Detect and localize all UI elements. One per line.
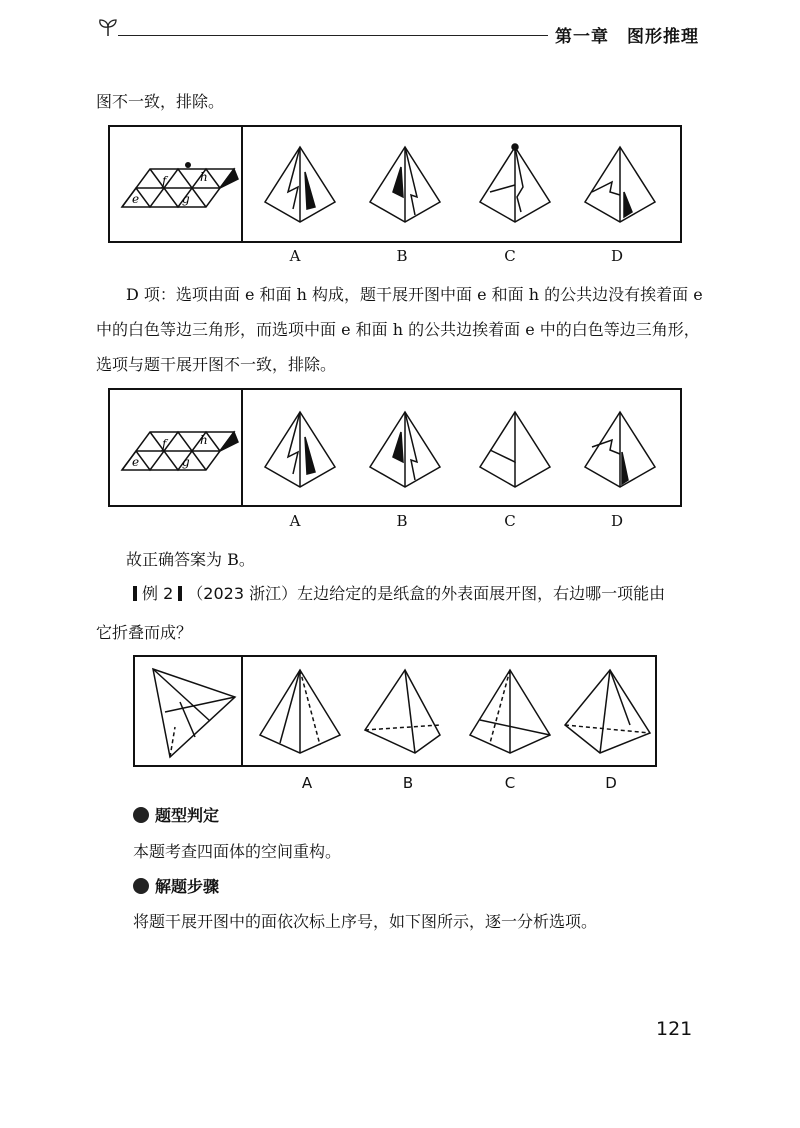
- fig3-option-a: A: [301, 774, 313, 792]
- face-label-g: g: [182, 192, 190, 206]
- face-label-f: f: [162, 174, 167, 188]
- header-rule: [118, 35, 548, 36]
- compass-icon: [133, 878, 149, 894]
- section-title: 题型判定: [155, 806, 220, 825]
- fig2-option-d: D: [610, 512, 624, 530]
- fig2-option-c: C: [504, 512, 516, 530]
- figure-2: [108, 388, 682, 507]
- fig1-option-d: D: [610, 247, 624, 265]
- figure-3: [133, 655, 657, 767]
- face-label-h: h: [200, 170, 208, 184]
- example-text: （2023 浙江）左边给定的是纸盒的外表面展开图，右边哪一项能由: [187, 584, 666, 603]
- fig1-option-b: B: [396, 247, 408, 265]
- fig3-option-b: B: [402, 774, 414, 792]
- text-line: 中的白色等边三角形，而选项中面 e 和面 h 的公共边挨着面 e 中的白色等边三角形，: [96, 320, 700, 339]
- face-label-h: h: [200, 433, 208, 447]
- example-2-heading: [128, 582, 665, 606]
- face-label-f: f: [162, 437, 167, 451]
- text-line: 选项与题干展开图不一致，排除。: [96, 355, 337, 374]
- fig3-option-c: C: [504, 774, 516, 792]
- example-tag: 例 2: [142, 584, 174, 603]
- face-label-e: e: [132, 192, 140, 206]
- section-heading-steps: [133, 875, 219, 899]
- fig1-option-c: C: [504, 247, 516, 265]
- fig1-option-a: A: [289, 247, 301, 265]
- section-title: 解题步骤: [155, 877, 220, 896]
- section-heading-type: [133, 804, 219, 828]
- text-line: D 项：选项由面 e 和面 h 构成，题干展开图中面 e 和面 h 的公共边没有挨着面 e: [126, 285, 703, 304]
- face-label-e: e: [132, 455, 140, 469]
- sprout-icon: [96, 16, 120, 38]
- text-line: 它折叠而成？: [96, 623, 193, 642]
- bracket-marker: [178, 586, 182, 601]
- text-line: 本题考查四面体的空间重构。: [133, 842, 342, 861]
- fig2-option-a: A: [289, 512, 301, 530]
- gear-icon: [133, 807, 149, 823]
- page-number: 121: [656, 1018, 693, 1040]
- figure-1: [108, 125, 682, 243]
- chapter-title: 第一章 图形推理: [555, 27, 699, 47]
- fig2-option-b: B: [396, 512, 408, 530]
- fig3-option-d: D: [605, 774, 617, 792]
- answer-line: 故正确答案为 B。: [126, 550, 255, 569]
- bracket-marker: [133, 586, 137, 601]
- text-line: 将题干展开图中的面依次标上序号，如下图所示，逐一分析选项。: [133, 912, 598, 931]
- face-label-g: g: [182, 455, 190, 469]
- text-line: 图不一致，排除。: [96, 92, 225, 111]
